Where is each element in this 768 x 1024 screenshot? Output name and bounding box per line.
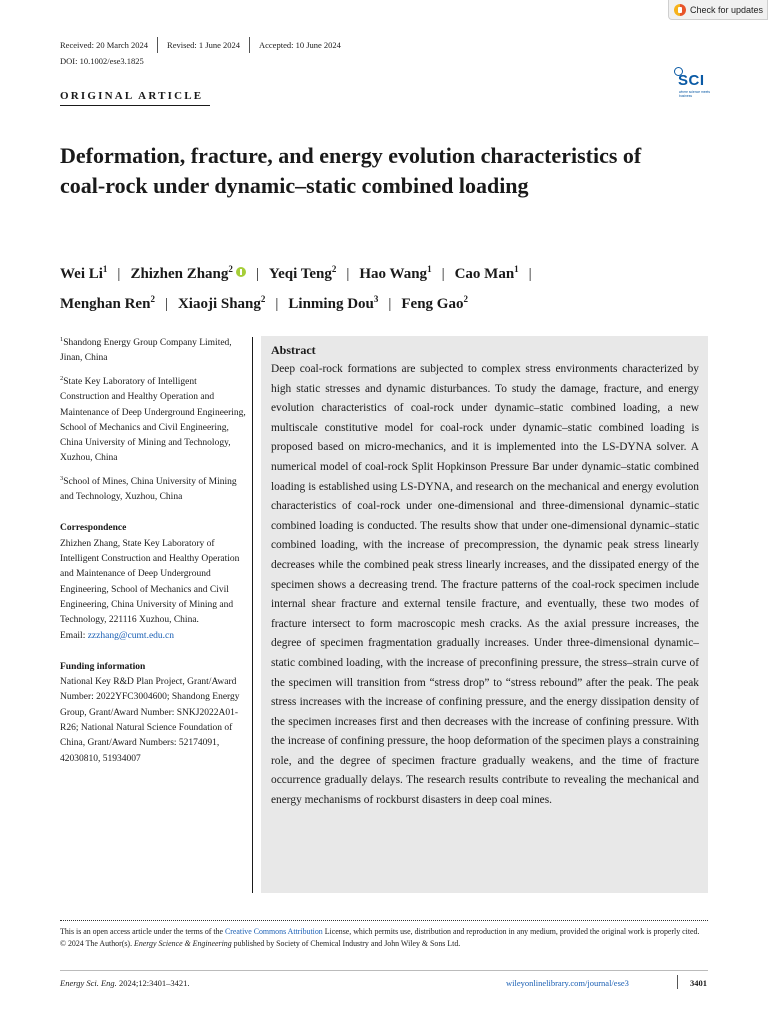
doi: DOI: 10.1002/ese3.1825 xyxy=(60,56,144,66)
author[interactable]: Xiaoji Shang$^2$ xyxy=(177,294,266,312)
page-divider xyxy=(677,975,678,989)
date-divider xyxy=(249,37,250,53)
orcid-icon[interactable] xyxy=(236,267,246,277)
author[interactable]: Menghan Ren$^2$ xyxy=(60,294,155,312)
article-title: Deformation, fracture, and energy evolution characteristics of coal-rock under dynamic–static combined loading xyxy=(60,143,642,198)
journal-citation: Energy Sci. Eng. 2024;12:3401–3421. xyxy=(60,978,190,988)
correspondence-heading: Correspondence xyxy=(60,523,127,534)
author[interactable]: Hao Wang$^1$ xyxy=(359,264,432,282)
sci-logo xyxy=(672,66,714,100)
footer-divider xyxy=(60,920,708,921)
author[interactable]: Cao Man$^1$ xyxy=(454,264,519,282)
column-divider xyxy=(252,337,253,893)
abstract-text: Deep coal-rock formations are subjected to complex stress environments characterized by high static stresses and dynamic disturbances. To study the damage, fracture, and energy evolution characteristics of coal-rock under dynamic–static combined loading, a new multiscale constitutive model for coal-rock under dynamic–static combined loading is proposed based on micro-mechanics, and it is implemented into the LS-DYNA solver. A numerical model of coal-rock Split Hopkinson Pressure Bar under dynamic–static combined loading is established using LS-DYNA, and research on the mechanical and energy evolution characteristics of coal-rock under one-dimensional and three-dimensional dynamic–static combined loading is conducted. The results show that under one-dimensional dynamic–static combined loading, with the increase of precompression, the dynamic peak stress linearly decreases while the combined peak stress linearly increases, and the dissipated energy of the specimen shows a decreasing trend. The fracture patterns of the coal-rock specimen include internal shear fracture and external tensile fracture, and eventually, these two modes of fracture intersect to form macroscopic mesh cracks. As the axial pressure increases, the degree of specimen fragmentation gradually increases. Under three-dimensional dynamic–static combined loading, with the increase of preconfining pressure, the stress–strain curve of the specimen will transition from “stress drop” to “stress rebound” after the peak. The peak stress increases with the increase of confining pressure, and the energy dissipation density of the specimen increases first and then decreases with the increase of confining pressure. With the increase of confining pressure, the hoop deformation of the specimen plays a constraining role, and the degree of specimen fracture gradually weakens, and the time of fracture occurrence gradually delays. The research results contribute to revealing the mechanical and energy mechanisms of rockburst disasters in deep coal mines. xyxy=(271,363,699,807)
license-notice: This is an open access article under the terms of the Creative Commons Attribution License, which permits use, distribution and reproduction in any medium, provided the original work is properly cited. © 2024 The Author(s). Energy Science & Engineering published by Society of Chemical Industry and John Wiley & Sons Ltd. xyxy=(60,927,700,949)
check-for-updates-label: Check for updates xyxy=(690,4,764,15)
author[interactable]: Linming Dou$^3$ xyxy=(288,294,379,312)
email-link[interactable]: zzzhang@cumt.edu.cn xyxy=(87,630,174,641)
accepted-date: Accepted: 10 June 2024 xyxy=(259,40,341,50)
abstract-heading: Abstract xyxy=(271,343,316,357)
author[interactable]: Wei Li$^1$ xyxy=(60,264,108,282)
journal-url-link[interactable]: wileyonlinelibrary.com/journal/ese3 xyxy=(506,978,629,988)
affiliation: $^3$School of Mines, China University of Mining and Technology, Xuzhou, China xyxy=(60,474,237,503)
check-for-updates-button[interactable] xyxy=(668,0,768,20)
article-type-rule xyxy=(60,105,210,106)
received-date: Received: 20 March 2024 xyxy=(60,40,149,50)
revised-date: Revised: 1 June 2024 xyxy=(167,40,240,50)
article-type: ORIGINAL ARTICLE xyxy=(60,90,204,102)
article-dates xyxy=(60,37,341,53)
sci-logo-tagline: where science meets business xyxy=(679,90,710,98)
affiliation: $^1$Shandong Energy Group Company Limited, Jinan, China xyxy=(60,336,232,364)
author[interactable]: Feng Gao$^2$ xyxy=(401,294,468,312)
funding-heading: Funding information xyxy=(60,661,146,672)
page-number: 3401 xyxy=(690,978,707,988)
author-list: Wei Li$^1$ | Zhizhen Zhang$^2$ | Yeqi Teng$^2$ | Hao Wang$^1$ | Cao Man$^1$ | Menghan Ren$^2$ | Xiaoji Shang$^2$ | Linming Dou$^3$ | Feng Gao$^2$ xyxy=(60,264,532,312)
correspondence-email: Email: zzzhang@cumt.edu.cn xyxy=(60,630,174,641)
footer-rule xyxy=(60,970,708,971)
date-divider xyxy=(157,37,158,53)
cc-license-link[interactable]: Creative Commons Attribution xyxy=(225,927,323,936)
crossmark-icon xyxy=(674,4,686,16)
sidebar-column xyxy=(60,332,246,767)
funding-text: National Key R&D Plan Project, Grant/Award Number: 2022YFC3004600; Shandong Energy Group, Grant/Award Number: SNKJ2022A01-R26; National Natural Science Foundation of China, Grant/Award Numbers: 52174091, 42030810, 51934007 xyxy=(60,677,240,764)
affiliation: $^2$State Key Laboratory of Intelligent Construction and Healthy Operation and Maintenance of Deep Underground Engineering, School of Mechanics and Civil Engineering, China University of Mining and Technology, Xuzhou, China xyxy=(60,374,246,464)
sci-logo-word: SCI xyxy=(678,72,705,89)
author[interactable]: Yeqi Teng$^2$ xyxy=(268,264,337,282)
author[interactable]: Zhizhen Zhang$^2$ xyxy=(130,266,245,282)
correspondence-text: Zhizhen Zhang, State Key Laboratory of Intelligent Construction and Healthy Operation and Maintenance of Deep Underground Engineering, School of Mechanics and Civil Engineering, China University of Mining and Technology, 221116 Xuzhou, China. xyxy=(60,538,240,626)
